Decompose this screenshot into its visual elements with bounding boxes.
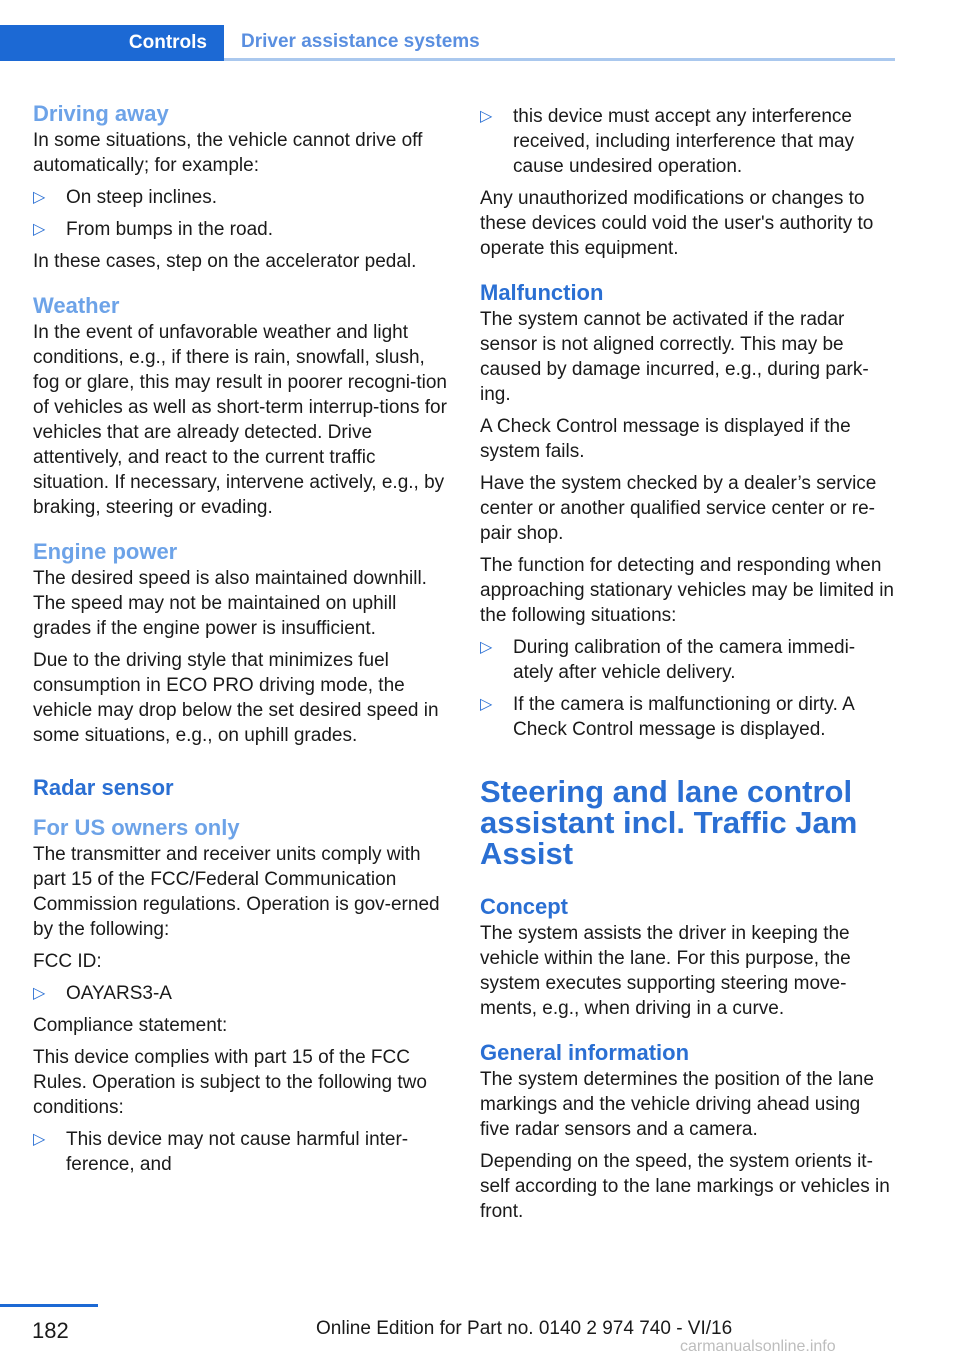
section-title-steering-assistant: Steering and lane control assistant incl. Traffic Jam Assist xyxy=(480,774,858,871)
list-item: ▷ this device must accept any interference received, including interference that may cause undesired operation. xyxy=(480,106,855,177)
left-column xyxy=(33,100,448,1184)
list-item: ▷ OAYARS3-A xyxy=(33,983,172,1004)
heading-weather: Weather xyxy=(33,293,120,318)
heading-us-owners: For US owners only xyxy=(33,815,240,840)
tab-controls: Controls xyxy=(0,25,224,61)
paragraph: The system cannot be activated if the radar sensor is not aligned correctly. This may be caused by damage incurred, e.g., during park‐ing. xyxy=(480,309,869,405)
list-item: ▷ If the camera is malfunctioning or dirty. A Check Control message is displayed. xyxy=(480,694,854,740)
paragraph: The transmitter and receiver units comply with part 15 of the FCC/Federal Communication Commission regulations. Operation is gov‐erned by the following: xyxy=(33,844,440,940)
paragraph: FCC ID: xyxy=(33,951,102,972)
footer-rule xyxy=(0,1304,98,1307)
paragraph: Have the system checked by a dealer’s service center or another qualified service center or re‐pair shop. xyxy=(480,473,877,544)
triangle-bullet-icon: ▷ xyxy=(480,696,493,713)
heading-engine-power: Engine power xyxy=(33,539,178,564)
heading-radar-sensor: Radar sensor xyxy=(33,775,174,800)
paragraph: The system assists the driver in keeping the vehicle within the lane. For this purpose, the system executes supporting steering move‐ments, e.g., when driving in a curve. xyxy=(480,923,851,1019)
list-item: ▷ From bumps in the road. xyxy=(33,219,273,240)
paragraph: The system determines the position of the lane markings and the vehicle driving ahead using five radar sensors and a camera. xyxy=(480,1069,874,1140)
heading-general-information: General information xyxy=(480,1040,690,1065)
paragraph: Due to the driving style that minimizes fuel consumption in ECO PRO driving mode, the vehicle may drop below the set desired speed in some situations, e.g., on uphill grades. xyxy=(33,650,439,746)
heading-concept: Concept xyxy=(480,894,568,919)
triangle-bullet-icon: ▷ xyxy=(480,639,493,656)
triangle-bullet-icon: ▷ xyxy=(33,985,46,1002)
triangle-bullet-icon: ▷ xyxy=(480,108,493,125)
page-number: 182 xyxy=(32,1318,69,1343)
heading-malfunction: Malfunction xyxy=(480,280,604,305)
triangle-bullet-icon: ▷ xyxy=(33,221,46,238)
list-item: ▷ On steep inclines. xyxy=(33,187,218,208)
paragraph: A Check Control message is displayed if the system fails. xyxy=(480,416,851,462)
paragraph: In these cases, step on the accelerator pedal. xyxy=(33,251,417,272)
bullet-list xyxy=(33,981,448,1006)
paragraph: In some situations, the vehicle cannot drive off automatically; for example: xyxy=(33,130,423,176)
paragraph: The desired speed is also maintained downhill. The speed may not be maintained on uphill grades if the engine power is insufficient. xyxy=(33,568,427,639)
tab-driver-assistance: Driver assistance systems xyxy=(224,25,895,61)
paragraph: In the event of unfavorable weather and light conditions, e.g., if there is rain, snowfall, slush, fog or glare, this may result in poorer recogni‐tion of vehicles as well as short-term interrup‐tions for vehicles that are already detected. Drive attentively, and react to the current traffic situation. If necessary, intervene actively, e.g., by braking, steering or evading. xyxy=(33,322,447,518)
paragraph: Compliance statement: xyxy=(33,1015,228,1036)
paragraph: Depending on the speed, the system orients it‐self according to the lane markings or vehicles in front. xyxy=(480,1151,890,1222)
list-item: ▷ During calibration of the camera immedi‐ately after vehicle delivery. xyxy=(480,637,856,683)
bullet-list xyxy=(33,185,448,242)
list-item: ▷ This device may not cause harmful inter‐ference, and xyxy=(33,1129,409,1175)
heading-driving-away: Driving away xyxy=(33,101,169,126)
bullet-list xyxy=(480,635,895,742)
edition-text: Online Edition for Part no. 0140 2 974 740 - VI/16 xyxy=(316,1318,733,1339)
watermark: carmanualsonline.info xyxy=(680,1338,836,1355)
paragraph: Any unauthorized modifications or changes to these devices could void the user's authority to operate this equipment. xyxy=(480,188,874,259)
paragraph: The function for detecting and responding when approaching stationary vehicles may be limited in the following situations: xyxy=(480,555,894,626)
header-tabs xyxy=(0,25,895,61)
paragraph: This device complies with part 15 of the FCC Rules. Operation is subject to the following two conditions: xyxy=(33,1047,427,1118)
triangle-bullet-icon: ▷ xyxy=(33,1131,46,1148)
triangle-bullet-icon: ▷ xyxy=(33,189,46,206)
bullet-list xyxy=(480,104,895,179)
right-column xyxy=(480,100,895,1231)
bullet-list xyxy=(33,1127,448,1177)
